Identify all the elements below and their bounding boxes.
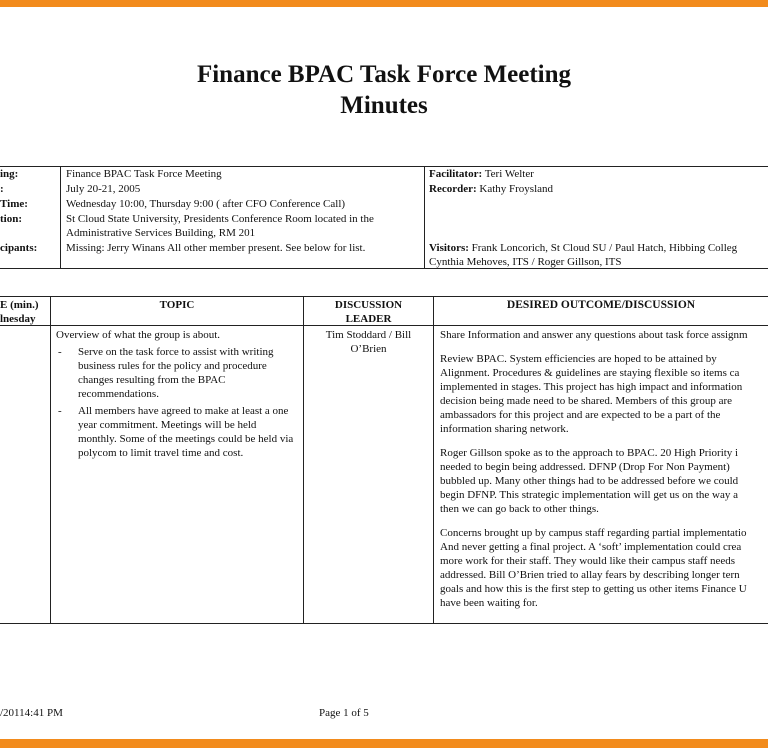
- leader-line1: Tim Stoddard / Bill: [325, 329, 412, 341]
- outcome-line: Review BPAC. System efficiencies are hoped to be attained by: [440, 353, 717, 365]
- visitors-field: [429, 241, 737, 255]
- info-table-bottom-border: [0, 268, 768, 269]
- outcome-line: then we can go back to other things.: [440, 503, 599, 515]
- outcome-line: bubbled up. Many other things had to be addressed before we could: [440, 475, 739, 487]
- outcome-line: information sharing network.: [440, 423, 569, 435]
- topic-item-text: Serve on the task force to assist with writing business rules for the policy and procedure changes resulting from the BPAC recommendations.: [78, 346, 274, 400]
- time-label: Time:: [0, 198, 28, 210]
- header-time-line2: lnesday: [0, 313, 36, 325]
- meeting-value: Finance BPAC Task Force Meeting: [66, 168, 222, 180]
- document-title: Finance BPAC Task Force Meeting: [196, 61, 572, 88]
- participants-value: Missing: Jerry Winans All other member present. See below for list.: [66, 242, 366, 254]
- meeting-label: ing:: [0, 168, 19, 180]
- facilitator-label: Facilitator:: [429, 168, 483, 180]
- header-leader-line2: LEADER: [345, 313, 392, 325]
- facilitator-value: Teri Welter: [484, 168, 534, 180]
- outcome-line: implemented in stages. This project has high impact and information: [440, 381, 743, 393]
- outcome-line: needed to begin being addressed. DFNP (Drop For Non Payment): [440, 461, 730, 473]
- agenda-table-bottom-border: [0, 623, 768, 624]
- topic-cell: [56, 328, 296, 460]
- dash-bullet: -: [58, 405, 62, 417]
- time-value: Wednesday 10:00, Thursday 9:00 ( after CFO Conference Call): [66, 198, 346, 210]
- header-time-line1: E (min.): [0, 299, 39, 311]
- location-value-line2: Administrative Services Building, RM 201: [66, 227, 256, 239]
- outcome-line: ambassadors for this project and are expected to be a part of the: [440, 409, 721, 421]
- dash-bullet: -: [58, 346, 62, 358]
- outcome-line: Roger Gillson spoke as to the approach to BPAC. 20 High Priority i: [440, 447, 739, 459]
- outcome-cell: [440, 328, 768, 620]
- footer-timestamp: /20114:41 PM: [0, 707, 63, 719]
- outcome-line: more work for their staff. They would like their campus staff needs: [440, 555, 736, 567]
- topic-list: [56, 345, 296, 460]
- bottom-accent-bar: [0, 739, 768, 748]
- recorder-value: Kathy Froysland: [479, 183, 554, 195]
- outcome-line: have been waiting for.: [440, 597, 538, 609]
- top-accent-bar: [0, 0, 768, 7]
- header-leader-line1: DISCUSSION: [334, 299, 403, 311]
- list-item: [56, 404, 296, 460]
- visitors-value-line2: Cynthia Mehoves, ITS / Roger Gillson, ITS: [429, 256, 622, 268]
- outcome-line: Share Information and answer any questions about task force assignm: [440, 329, 748, 341]
- participants-label: cipants:: [0, 242, 38, 254]
- date-label: :: [0, 183, 4, 195]
- info-label-divider: [60, 166, 61, 269]
- outcome-line: goals and how this is the first step to getting us other items Finance U: [440, 583, 747, 595]
- list-item: [56, 345, 296, 401]
- topic-intro: Overview of what the group is about.: [56, 329, 221, 341]
- outcome-line: addressed. Bill O’Brien tried to allay fears by describing longer tern: [440, 569, 740, 581]
- visitors-label: Visitors:: [429, 242, 469, 254]
- outcome-paragraph: [440, 328, 768, 342]
- agenda-table-top-border: [0, 296, 768, 297]
- outcome-paragraph: [440, 526, 768, 610]
- agenda-col-divider-1: [50, 296, 51, 624]
- topic-item-text: All members have agreed to make at least a one year commitment. Meetings will be held monthly. Some of the meetings could be held via polycom to limit travel time and cost.: [78, 405, 294, 459]
- recorder-field: [429, 182, 553, 196]
- outcome-line: Alignment. Procedures & guidelines are staying flexible so items ca: [440, 367, 740, 379]
- document-subtitle: Minutes: [340, 92, 428, 119]
- agenda-col-divider-3: [433, 296, 434, 624]
- header-topic: TOPIC: [159, 299, 195, 311]
- visitors-value-line1: Frank Loncorich, St Cloud SU / Paul Hatch, Hibbing Colleg: [471, 242, 738, 254]
- outcome-line: decision being made need to be shared. Members of this group are: [440, 395, 733, 407]
- outcome-line: Concerns brought up by campus staff regarding partial implementatio: [440, 527, 747, 539]
- facilitator-field: [429, 167, 534, 181]
- outcome-line: And never getting a final project. A ‘soft’ implementation could crea: [440, 541, 742, 553]
- leader-line2: O’Brien: [350, 343, 387, 355]
- date-value: July 20-21, 2005: [66, 183, 141, 195]
- outcome-paragraph: [440, 352, 768, 436]
- location-value-line1: St Cloud State University, Presidents Conference Room located in the: [66, 213, 374, 225]
- outcome-line: begin DFNP. This strategic implementation will get us on the way a: [440, 489, 738, 501]
- outcome-paragraph: [440, 446, 768, 516]
- recorder-label: Recorder:: [429, 183, 477, 195]
- footer-page-number: Page 1 of 5: [319, 707, 369, 719]
- header-outcome: DESIRED OUTCOME/DISCUSSION: [506, 299, 696, 311]
- info-column-divider: [424, 166, 425, 269]
- location-label: tion:: [0, 213, 22, 225]
